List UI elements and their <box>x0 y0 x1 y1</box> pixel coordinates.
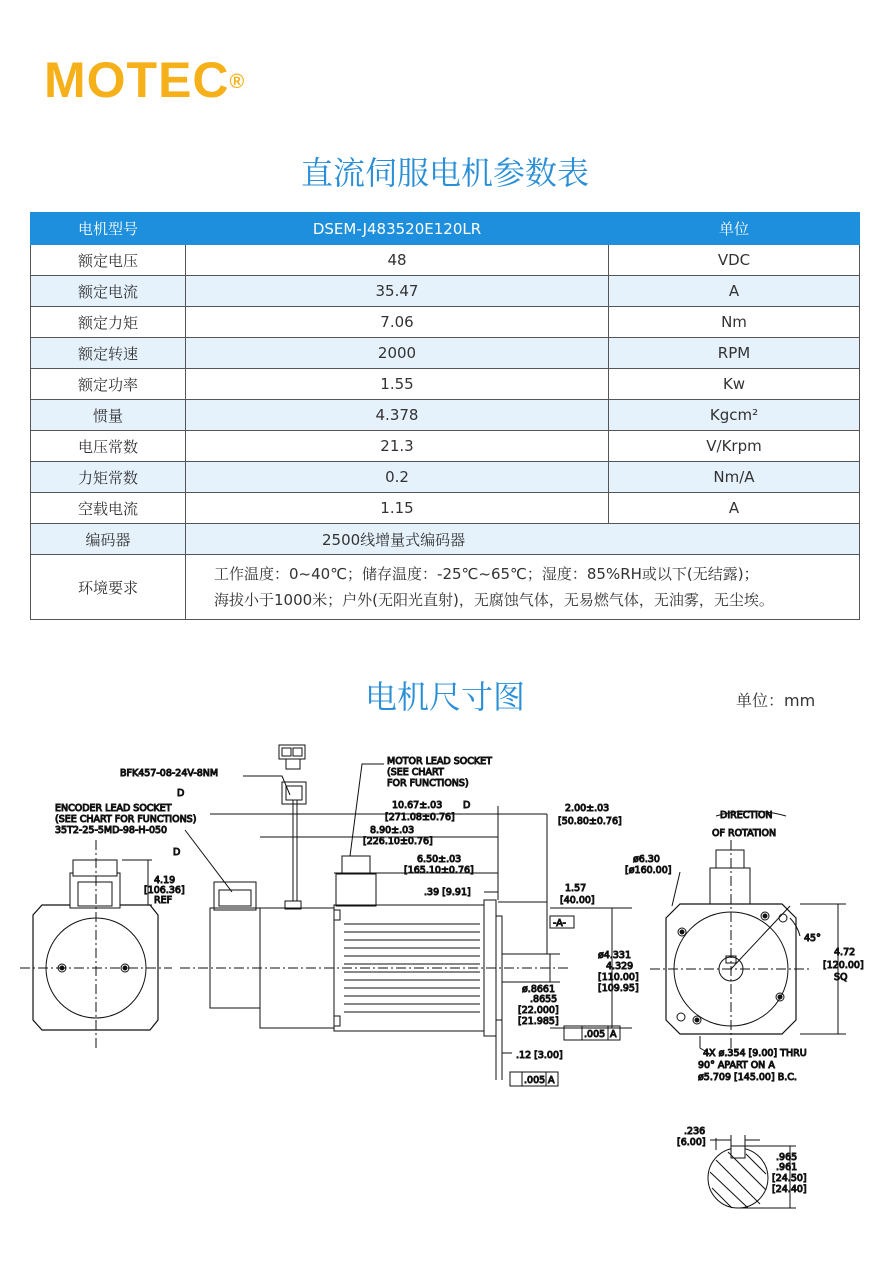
dimension-title: 电机尺寸图 <box>364 678 525 716</box>
env-value <box>186 555 860 620</box>
row-unit: A <box>609 493 860 524</box>
dim-226-10: [226.10±0.76] <box>363 836 433 847</box>
encoder-socket-line-3: 35T2-25-5MD-98-H-050 <box>55 825 168 836</box>
d-mark-brake: D <box>177 788 185 799</box>
tol-perp-value: .005 <box>584 1029 606 1040</box>
encoder-label: 编码器 <box>31 524 186 555</box>
angle-45: 45° <box>804 933 821 944</box>
direction-line-2: OF ROTATION <box>712 828 777 839</box>
dim-4-331: ø4.331 <box>598 950 632 961</box>
table-row <box>31 369 860 400</box>
table-row <box>31 400 860 431</box>
encoder-socket-line-1: ENCODER LEAD SOCKET <box>55 803 172 814</box>
table-row <box>31 462 860 493</box>
env-row <box>31 555 860 620</box>
table-row <box>31 245 860 276</box>
row-unit: V/Krpm <box>609 431 860 462</box>
table-row <box>31 338 860 369</box>
row-label: 额定电流 <box>31 276 186 307</box>
dim-21-985: [21.985] <box>518 1016 559 1027</box>
row-value: 35.47 <box>186 276 609 307</box>
motor-socket-line-1: MOTOR LEAD SOCKET <box>387 756 492 767</box>
header-model-value: DSEM-J483520E120LR <box>186 213 609 245</box>
row-label: 额定转速 <box>31 338 186 369</box>
env-line-1: 工作温度：0~40℃；储存温度：-25℃~65℃；湿度：85%RH或以下(无结露)； <box>214 565 759 583</box>
key-6-00: [6.00] <box>677 1137 706 1148</box>
dim-50-80: [50.80±0.76] <box>558 816 622 827</box>
dim-110-00: [110.00] <box>598 972 639 983</box>
dim-160-00: [ø160.00] <box>625 865 672 876</box>
d-mark-length: D <box>463 800 471 811</box>
dim-8655: .8655 <box>530 994 558 1005</box>
holes-line-1: 4X ø.354 [9.00] THRU <box>703 1048 807 1059</box>
dim-8661: ø.8661 <box>522 984 556 995</box>
row-value: 48 <box>186 245 609 276</box>
dim-12: .12 [3.00] <box>516 1050 563 1061</box>
encoder-value: 2500线增量式编码器 <box>186 524 860 555</box>
table-row <box>31 431 860 462</box>
key-965: .965 <box>776 1152 798 1163</box>
dim-109-95: [109.95] <box>598 983 639 994</box>
dim-6-50: 6.50±.03 <box>417 854 462 865</box>
direction-line-1: DIRECTION <box>720 810 773 821</box>
table-row <box>31 493 860 524</box>
dim-4-72: 4.72 <box>834 947 856 958</box>
table-row <box>31 307 860 338</box>
row-label: 惯量 <box>31 400 186 431</box>
row-unit: Nm <box>609 307 860 338</box>
env-label: 环境要求 <box>31 555 186 620</box>
row-value: 2000 <box>186 338 609 369</box>
tol-perp-ref: A <box>610 1029 617 1040</box>
row-value: 7.06 <box>186 307 609 338</box>
dim-10-67: 10.67±.03 <box>392 800 443 811</box>
dimension-unit: 单位：mm <box>736 691 816 710</box>
brand-name: MOTEC <box>44 52 230 108</box>
dim-165-10: [165.10±0.76] <box>404 865 474 876</box>
holes-line-2: 90° APART ON A <box>698 1060 775 1071</box>
tol-flat-value: .005 <box>524 1075 546 1086</box>
holes-line-3: ø5.709 [145.00] B.C. <box>698 1072 797 1083</box>
d-mark-encoder: D <box>173 847 181 858</box>
dim-40-00: [40.00] <box>560 895 595 906</box>
tol-flat-ref: A <box>548 1075 555 1086</box>
table-header-row <box>31 213 860 245</box>
dim-4-19: 4.19 <box>154 875 176 886</box>
row-unit: Kw <box>609 369 860 400</box>
row-label: 力矩常数 <box>31 462 186 493</box>
dim-6-30: ø6.30 <box>633 854 660 865</box>
row-unit: VDC <box>609 245 860 276</box>
row-unit: Kgcm² <box>609 400 860 431</box>
row-value: 1.15 <box>186 493 609 524</box>
header-unit: 单位 <box>609 213 860 245</box>
dim-sq: SQ <box>834 972 848 983</box>
dim-39: .39 [9.91] <box>424 887 471 898</box>
row-unit: Nm/A <box>609 462 860 493</box>
row-label: 额定力矩 <box>31 307 186 338</box>
dim-8-90: 8.90±.03 <box>370 825 415 836</box>
key-961: .961 <box>776 1162 798 1173</box>
motor-socket-line-3: FOR FUNCTIONS) <box>387 778 469 789</box>
encoder-end-view <box>20 840 172 1050</box>
row-label: 空载电流 <box>31 493 186 524</box>
row-unit: A <box>609 276 860 307</box>
row-label: 电压常数 <box>31 431 186 462</box>
dim-22-000: [22.000] <box>518 1005 559 1016</box>
spec-title: 直流伺服电机参数表 <box>300 154 589 192</box>
row-value: 1.55 <box>186 369 609 400</box>
table-row <box>31 276 860 307</box>
motor-socket-line-2: (SEE CHART <box>387 767 444 778</box>
row-label: 额定电压 <box>31 245 186 276</box>
dim-271-08: [271.08±0.76] <box>385 812 455 823</box>
key-236: .236 <box>684 1126 706 1137</box>
brake-label: BFK457-08-24V-8NM <box>120 768 219 779</box>
dim-106-36: [106.36] <box>144 885 185 896</box>
dim-4-329: 4.329 <box>606 961 634 972</box>
row-value: 0.2 <box>186 462 609 493</box>
motor-side-view <box>180 745 632 1086</box>
key-24-40: [24.40] <box>772 1184 807 1195</box>
spec-table <box>30 212 860 620</box>
row-unit: RPM <box>609 338 860 369</box>
registered-mark: ® <box>229 71 246 93</box>
motec-logo <box>44 52 245 108</box>
dim-2-00: 2.00±.03 <box>565 803 610 814</box>
dimension-drawing <box>0 740 890 1210</box>
header-model-label: 电机型号 <box>31 213 186 245</box>
dim-120-00: [120.00] <box>823 960 864 971</box>
row-value: 4.378 <box>186 400 609 431</box>
datum-a: -A- <box>553 918 566 929</box>
dim-ref: REF <box>154 895 173 906</box>
row-value: 21.3 <box>186 431 609 462</box>
env-line-2: 海拔小于1000米；户外(无阳光直射)，无腐蚀气体，无易燃气体，无油雾，无尘埃。 <box>214 591 774 609</box>
encoder-socket-line-2: (SEE CHART FOR FUNCTIONS) <box>55 814 197 825</box>
encoder-row <box>31 524 860 555</box>
row-label: 额定功率 <box>31 369 186 400</box>
key-24-50: [24.50] <box>772 1173 807 1184</box>
dim-1-57: 1.57 <box>565 883 587 894</box>
